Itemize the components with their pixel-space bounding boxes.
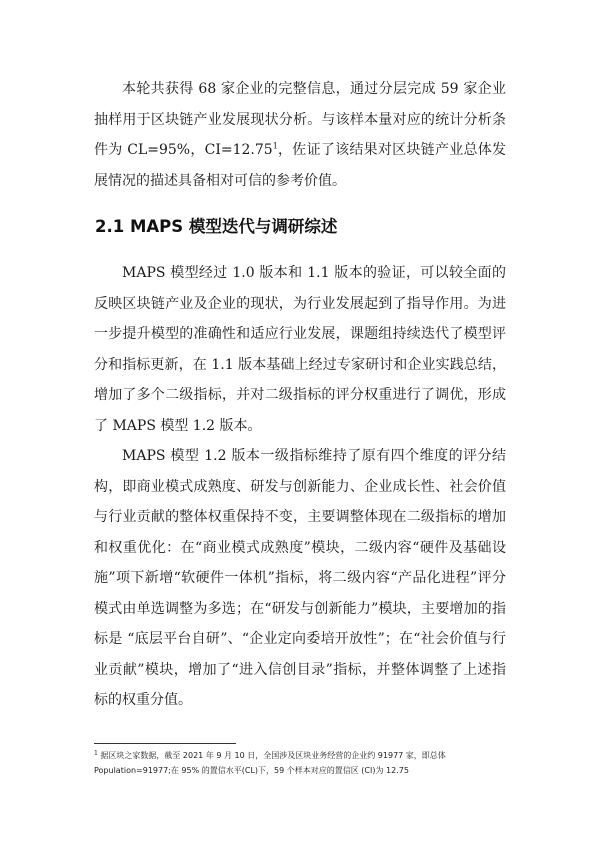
paragraph-maps-iteration: MAPS 模型经过 1.0 版本和 1.1 版本的验证，可以较全面的反映区块链产业及企业的现状，为行业发展起到了指导作用。为进一步提升模型的准确性和适应行业发展，课题组持续迭代了模型评分和指标更新，在 1.1 版本基础上经过专家研讨和企业实践总结，增加了多个二级指标，并对二级指标的评分权重进行了调优，形成了 MAPS 模型 1.2 版本。	[94, 265, 506, 434]
footnote-text: 据区块之家数据，截至 2021 年 9 月 10 日，全国涉及区块业务经营的企业约 91977 家，即总体 Population=91977;在 95% 的置信水平(CL)下，59 个样本对应的置信区 (CI)为 12.75	[94, 751, 446, 775]
paragraph-1-text-a: 本轮共获得 68 家企业的完整信息，通过分层完成 59 家企业抽样用于区块链产业发展现状分析。与该样本量对应的统计分析条件为 CL=95%，CI=12.75	[94, 81, 506, 158]
footnote-divider	[94, 743, 236, 744]
footnote-mark: 1	[94, 749, 98, 757]
paragraph-maps-1-2-changes: MAPS 模型 1.2 版本一级指标维持了原有四个维度的评分结构，即商业模式成熟度、研发与创新能力、企业成长性、社会价值与行业贡献的整体权重保持不变，主要调整体现在二级指标的增加和权重优化：在“商业模式成熟度”模块，二级内容“硬件及基础设施”项下新增“软硬件一体机”指标，将二级内容“产品化进程”评分模式由单选调整为多选；在“研发与创新能力”模块，主要增加的指标是 “底层平台自研”、“企业定向委培开放性”；在“社会价值与行业贡献”模块，增加了“进入信创目录”指标，并整体调整了上述指标的权重分值。	[94, 448, 506, 708]
section-heading: 2.1 MAPS 模型迭代与调研综述	[95, 217, 338, 236]
footnote	[94, 748, 506, 778]
paragraph-1-text-b: ，佐证了该结果对区块链产业总体发展情况的描述具备相对可信的参考价值。	[94, 142, 507, 189]
paragraph-sample-summary	[94, 74, 506, 196]
footnote-reference[interactable]: 1	[272, 141, 278, 151]
